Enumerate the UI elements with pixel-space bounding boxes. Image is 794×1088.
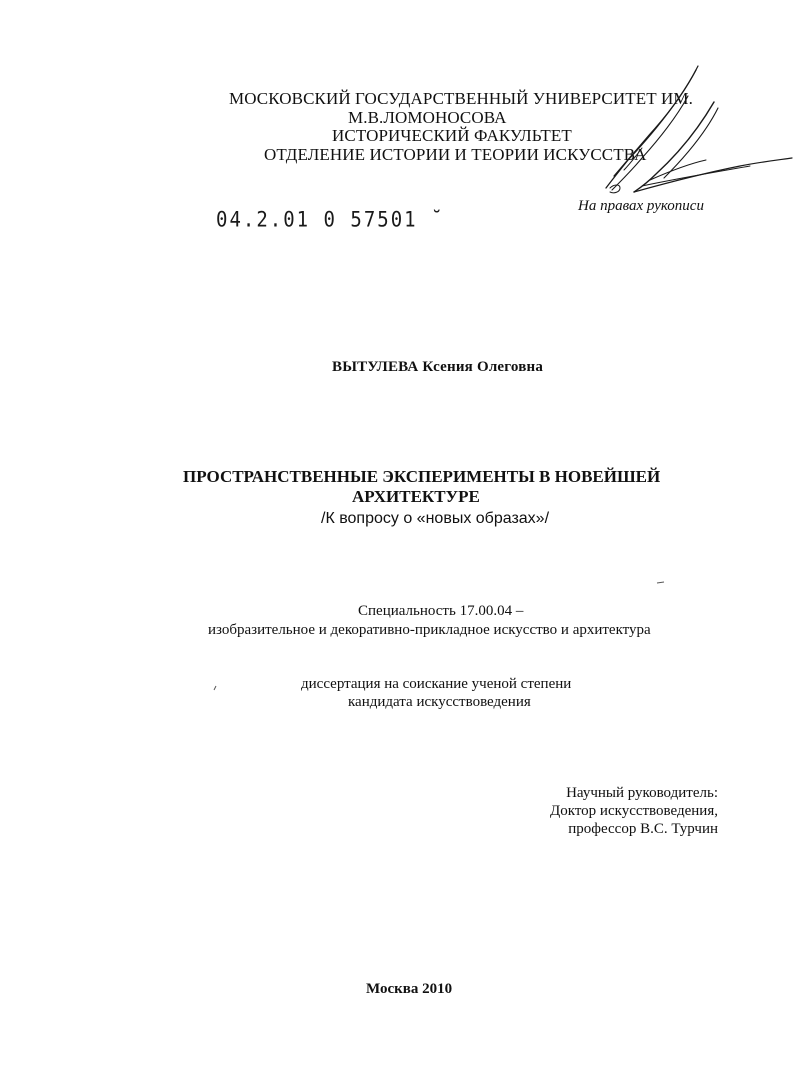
specialty-name: изобразительное и декоративно-прикладное искусство и архитектура (208, 622, 651, 638)
title-line-2: АРХИТЕКТУРЕ (352, 487, 480, 506)
degree-line-1: диссертация на соискание ученой степени (301, 676, 572, 692)
supervisor-name: профессор В.С. Турчин (568, 821, 718, 837)
supervisor-degree: Доктор искусствоведения, (550, 803, 718, 819)
archive-stamp-number: 04.2.01 0 57501 ˘ (216, 207, 445, 233)
supervisor-label: Научный руководитель: (566, 785, 718, 801)
header-line-name: М.В.ЛОМОНОСОВА (348, 108, 507, 127)
header-line-faculty: ИСТОРИЧЕСКИЙ ФАКУЛЬТЕТ (332, 126, 572, 145)
degree-line-2: кандидата искусствоведения (348, 694, 531, 710)
header-line-university: МОСКОВСКИЙ ГОСУДАРСТВЕННЫЙ УНИВЕРСИТЕТ ИМ. (229, 89, 693, 108)
manuscript-rights-note: На правах рукописи (578, 198, 704, 214)
city-year: Москва 2010 (366, 981, 453, 997)
header-line-department: ОТДЕЛЕНИЕ ИСТОРИИ И ТЕОРИИ ИСКУССТВА (264, 145, 647, 164)
title-line-1: ПРОСТРАНСТВЕННЫЕ ЭКСПЕРИМЕНТЫ В НОВЕЙШЕЙ (183, 467, 661, 486)
specialty-code: Специальность 17.00.04 – (358, 603, 524, 619)
author-name: ВЫТУЛЕВА Ксения Олеговна (332, 359, 544, 375)
title-subtitle: /К вопросу о «новых образах»/ (321, 510, 550, 527)
